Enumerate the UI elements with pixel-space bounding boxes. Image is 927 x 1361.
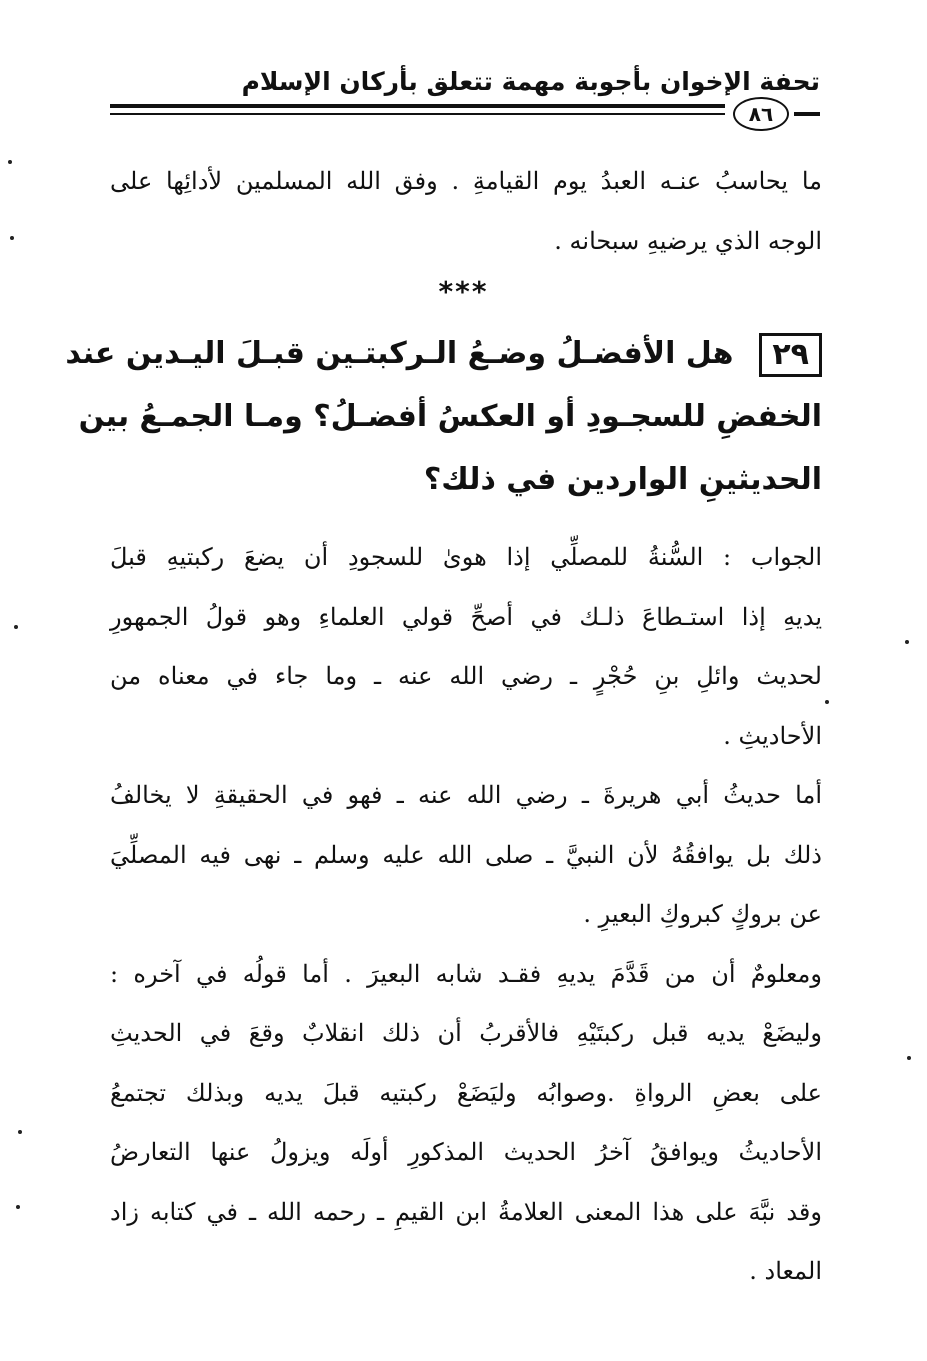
scan-speck bbox=[16, 1205, 20, 1209]
question-number: ٢٩ bbox=[759, 333, 822, 377]
text-line: لحديث وائلِ بنِ حُجْرٍ ـ رضي الله عنه ـ وما جاء في معناه من bbox=[110, 662, 822, 690]
scan-speck bbox=[8, 160, 12, 164]
text-line: على بعضِ الرواةِ .وصوابُه وليَضَعْ ركبتيه قبلَ يديه وبذلك تجتمعُ bbox=[110, 1078, 822, 1107]
page-number-dash bbox=[794, 112, 820, 116]
question-text: هل الأفضـلُ وضـعُ الـركبتـين قبـلَ اليـدين عند bbox=[65, 336, 734, 371]
book-title: تحفة الإخوان بأجوبة مهمة تتعلق بأركان الإسلام bbox=[241, 67, 820, 96]
section-separator: *** bbox=[438, 275, 489, 308]
text-line: وليضَعْ يديه قبل ركبتَيْهِ فالأقربُ أن ذلك انقلابٌ وقعَ في الحديثِ bbox=[110, 1019, 822, 1047]
question-line: الخفضِ للسجـودِ أو العكسُ أفضـلُ؟ ومـا الجمـعُ بين bbox=[78, 399, 822, 434]
scan-speck bbox=[825, 700, 829, 704]
scan-speck bbox=[14, 625, 18, 629]
header-rule bbox=[110, 104, 725, 108]
page-number: ٨٦ bbox=[733, 97, 789, 131]
scan-speck bbox=[10, 236, 14, 240]
scan-speck bbox=[907, 1056, 911, 1060]
text-line: عن بروكٍ كبروكِ البعيرِ . bbox=[583, 900, 822, 928]
text-line: ذلك بل يوافقُهُ لأن النبيَّ ـ صلى الله عليه وسلم ـ نهى فيه المصلِّيَ bbox=[110, 840, 822, 869]
question-heading bbox=[65, 322, 822, 511]
text-line: الأحاديثُ ويوافقُ آخرُ الحديث المذكورِ أولَه ويزولُ عنها التعارضُ bbox=[110, 1138, 822, 1166]
text-line: يديهِ إذا استـطاعَ ذلـك في أصحِّ قولي العلماءِ وهو قولُ الجمهورِ bbox=[110, 602, 823, 631]
answer-paragraph bbox=[110, 766, 822, 945]
text-line: وقد نبَّهَ على هذا المعنى العلامةُ ابن القيمِ ـ رحمه الله ـ في كتابه زاد bbox=[110, 1197, 822, 1226]
text-line: الوجه الذي يرضيهِ سبحانه . bbox=[554, 226, 822, 255]
answer-paragraph bbox=[110, 528, 822, 766]
scan-speck bbox=[18, 1130, 22, 1134]
answer-section bbox=[110, 528, 822, 1302]
text-line: أما حديثُ أبي هريرةَ ـ رضي الله عنه ـ فهو في الحقيقةِ لا يخالفُ bbox=[110, 781, 822, 809]
question-line bbox=[65, 322, 822, 385]
text-line: الجواب : السُّنةُ للمصلِّي إذا هوىٰ للسجودِ أن يضعَ ركبتيهِ قبلَ bbox=[110, 543, 822, 571]
answer-paragraph bbox=[110, 945, 822, 1302]
question-line: الحديثينِ الواردين في ذلك؟ bbox=[423, 462, 822, 497]
text-line: المعاد . bbox=[749, 1257, 822, 1285]
scan-speck bbox=[905, 640, 909, 644]
header-rule-thin bbox=[110, 113, 725, 115]
text-line: ومعلومٌ أن من قَدَّمَ يديهِ فقـد شابه البعيرَ . أما قولُه في آخره : bbox=[110, 959, 822, 988]
intro-paragraph bbox=[110, 152, 822, 271]
text-line: ما يحاسبُ عنـه العبدُ يوم القيامةِ . وفق الله المسلمين لأدائِها على bbox=[110, 167, 822, 195]
text-line: الأحاديثِ . bbox=[723, 721, 822, 750]
